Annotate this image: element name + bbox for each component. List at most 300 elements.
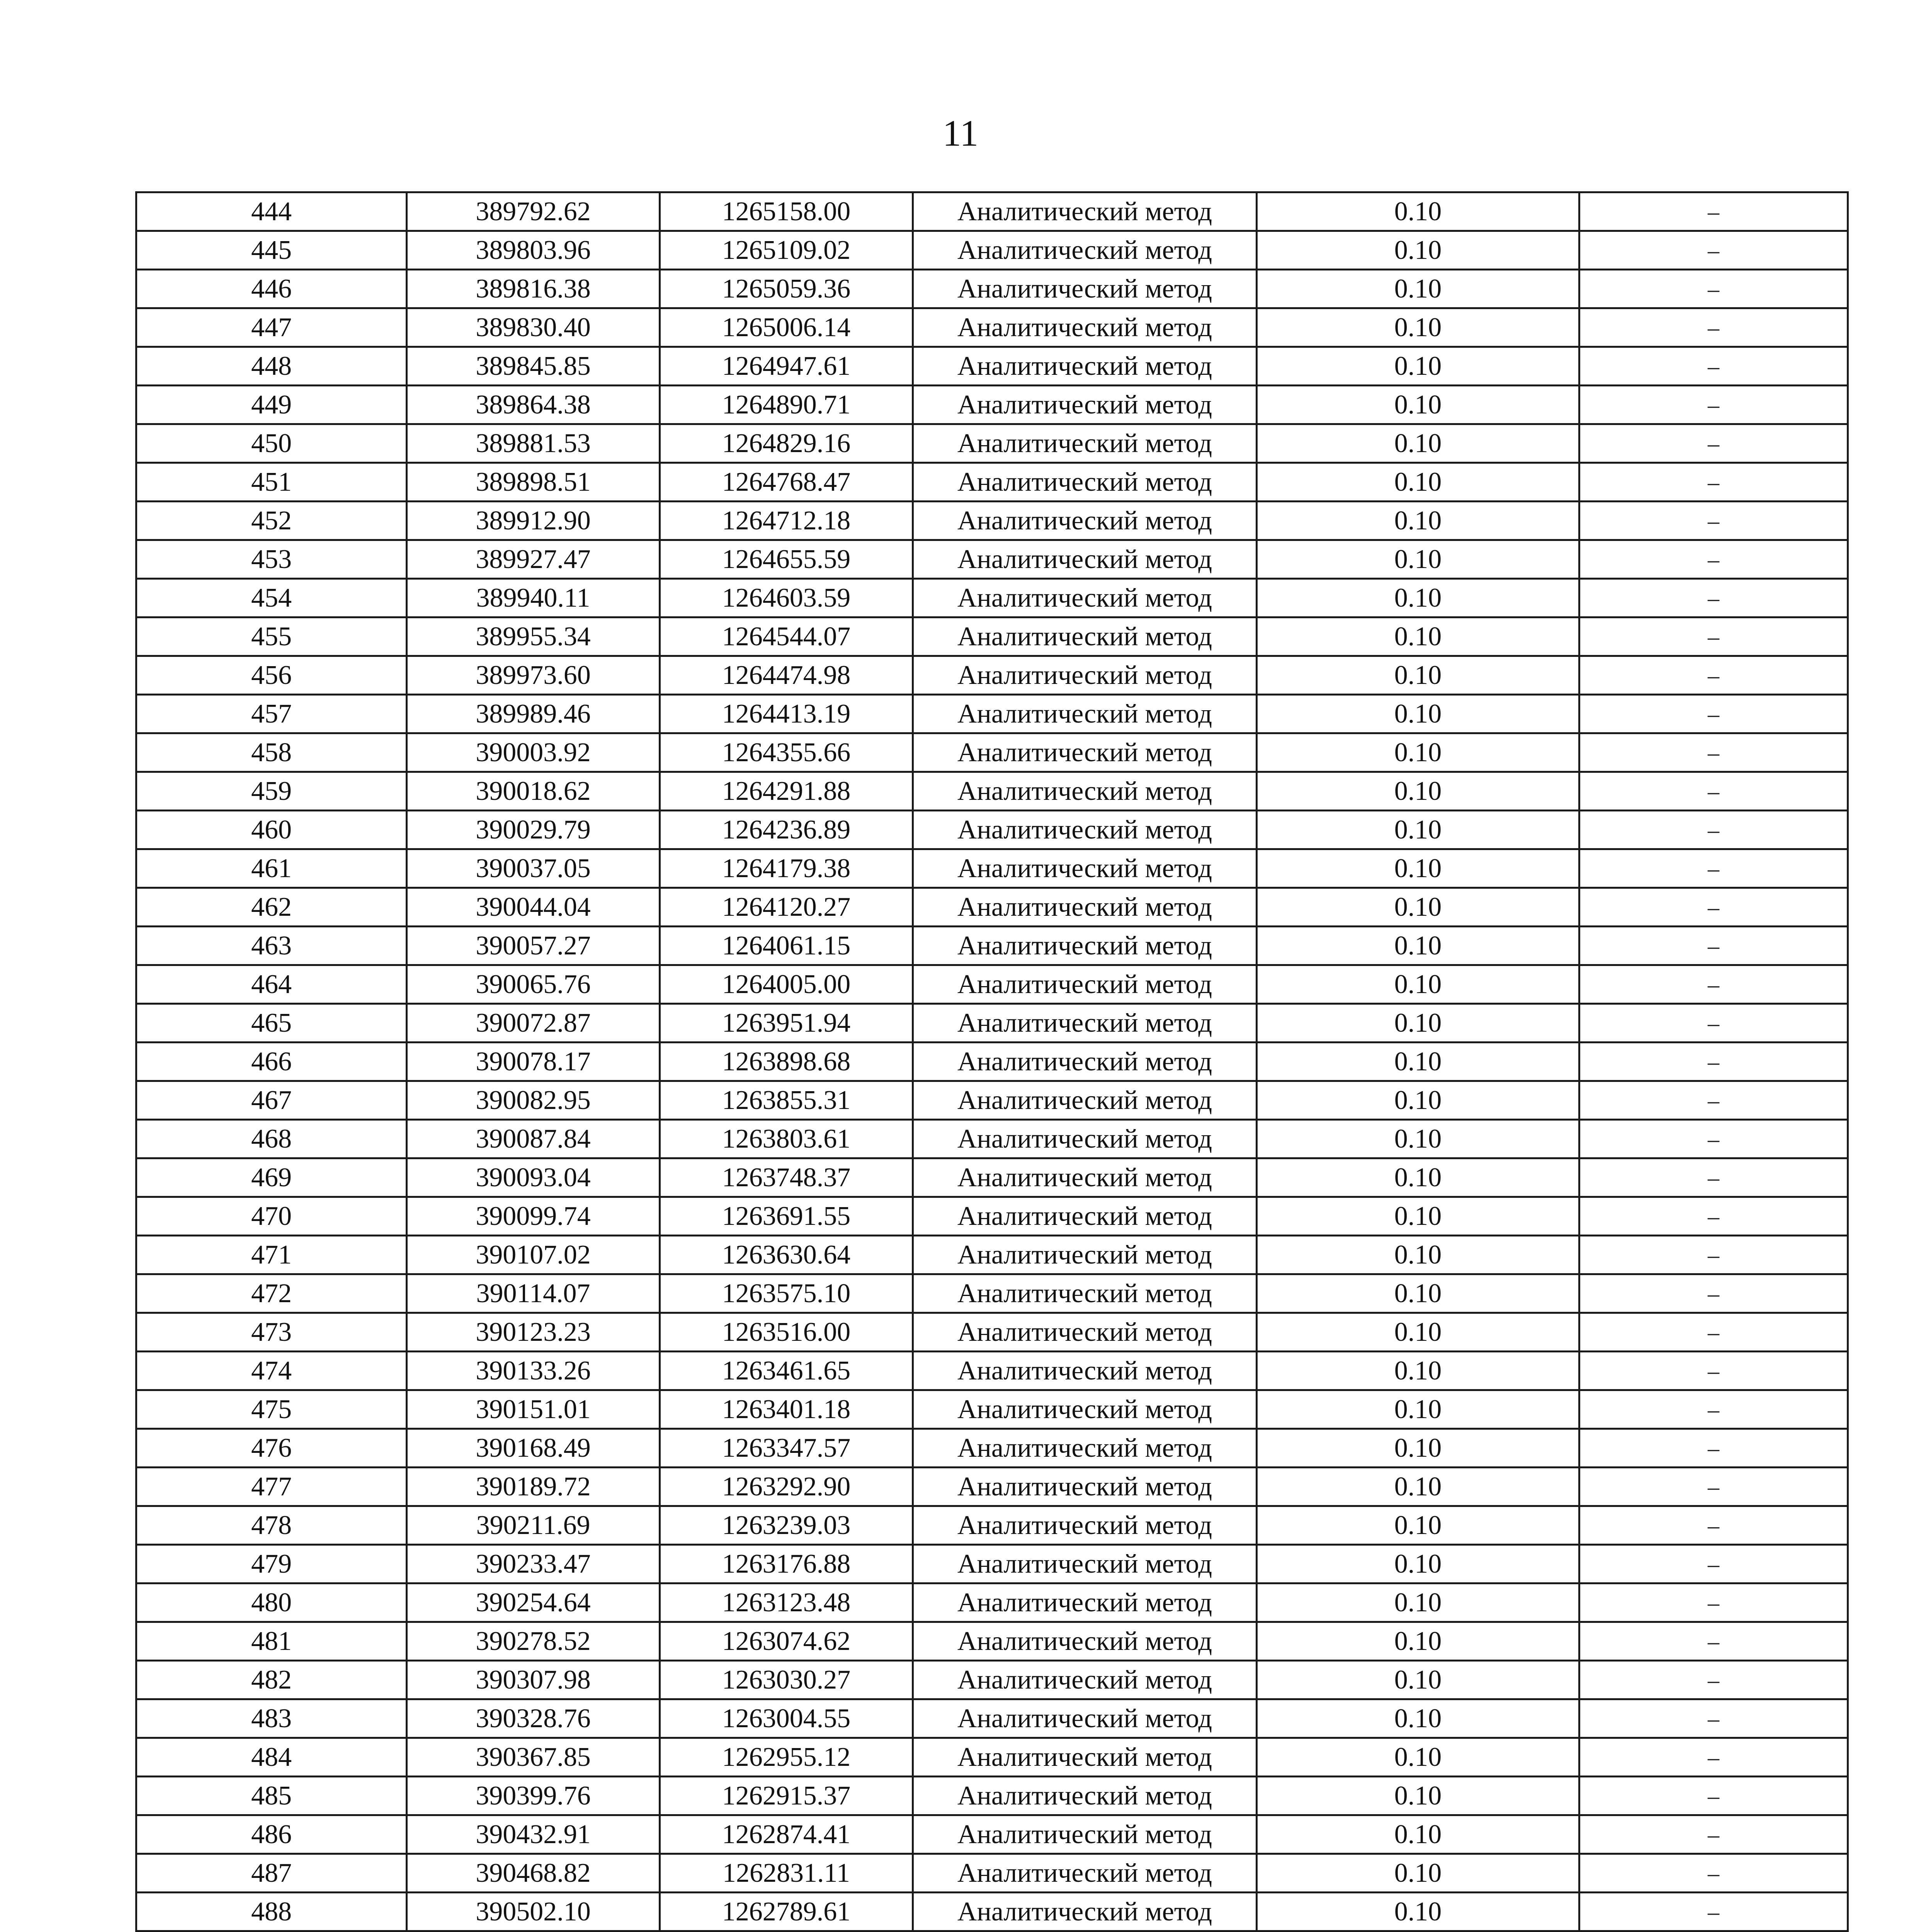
description-cell: –: [1579, 733, 1848, 772]
x-coordinate-cell: 390278.52: [407, 1622, 660, 1661]
table-row: [136, 1197, 1848, 1236]
method-cell: Аналитический метод: [913, 1197, 1257, 1236]
description-cell: –: [1579, 1197, 1848, 1236]
table-row: [136, 1661, 1848, 1699]
method-cell: Аналитический метод: [913, 192, 1257, 231]
table-row: [136, 540, 1848, 579]
y-coordinate-cell: 1262831.11: [660, 1854, 913, 1893]
method-cell: Аналитический метод: [913, 849, 1257, 888]
method-cell: Аналитический метод: [913, 1081, 1257, 1120]
precision-cell: 0.10: [1257, 888, 1579, 927]
precision-cell: 0.10: [1257, 772, 1579, 811]
description-cell: –: [1579, 772, 1848, 811]
table-row: [136, 347, 1848, 386]
x-coordinate-cell: 389898.51: [407, 463, 660, 502]
method-cell: Аналитический метод: [913, 1622, 1257, 1661]
table-row: [136, 1429, 1848, 1468]
table-row: [136, 1004, 1848, 1043]
precision-cell: 0.10: [1257, 849, 1579, 888]
description-cell: –: [1579, 1158, 1848, 1197]
table-row: [136, 888, 1848, 927]
precision-cell: 0.10: [1257, 617, 1579, 656]
y-coordinate-cell: 1262955.12: [660, 1738, 913, 1777]
coordinates-table: [135, 191, 1849, 1932]
description-cell: –: [1579, 347, 1848, 386]
point-number-cell: 461: [136, 849, 407, 888]
precision-cell: 0.10: [1257, 540, 1579, 579]
x-coordinate-cell: 390078.17: [407, 1043, 660, 1081]
point-number-cell: 483: [136, 1699, 407, 1738]
y-coordinate-cell: 1264655.59: [660, 540, 913, 579]
method-cell: Аналитический метод: [913, 386, 1257, 424]
x-coordinate-cell: 390254.64: [407, 1583, 660, 1622]
y-coordinate-cell: 1263461.65: [660, 1352, 913, 1390]
y-coordinate-cell: 1264120.27: [660, 888, 913, 927]
x-coordinate-cell: 390211.69: [407, 1506, 660, 1545]
point-number-cell: 458: [136, 733, 407, 772]
precision-cell: 0.10: [1257, 1004, 1579, 1043]
y-coordinate-cell: 1263630.64: [660, 1236, 913, 1274]
method-cell: Аналитический метод: [913, 1545, 1257, 1583]
precision-cell: 0.10: [1257, 1158, 1579, 1197]
method-cell: Аналитический метод: [913, 1352, 1257, 1390]
method-cell: Аналитический метод: [913, 1120, 1257, 1158]
description-cell: –: [1579, 463, 1848, 502]
point-number-cell: 460: [136, 811, 407, 849]
precision-cell: 0.10: [1257, 1777, 1579, 1815]
precision-cell: 0.10: [1257, 1236, 1579, 1274]
method-cell: Аналитический метод: [913, 347, 1257, 386]
description-cell: –: [1579, 192, 1848, 231]
x-coordinate-cell: 390233.47: [407, 1545, 660, 1583]
method-cell: Аналитический метод: [913, 772, 1257, 811]
x-coordinate-cell: 390072.87: [407, 1004, 660, 1043]
table-row: [136, 1506, 1848, 1545]
description-cell: –: [1579, 270, 1848, 308]
x-coordinate-cell: 389955.34: [407, 617, 660, 656]
description-cell: –: [1579, 1236, 1848, 1274]
description-cell: –: [1579, 811, 1848, 849]
method-cell: Аналитический метод: [913, 1004, 1257, 1043]
y-coordinate-cell: 1264291.88: [660, 772, 913, 811]
description-cell: –: [1579, 1661, 1848, 1699]
y-coordinate-cell: 1263803.61: [660, 1120, 913, 1158]
table-row: [136, 386, 1848, 424]
method-cell: Аналитический метод: [913, 308, 1257, 347]
y-coordinate-cell: 1263030.27: [660, 1661, 913, 1699]
description-cell: –: [1579, 849, 1848, 888]
table-row: [136, 772, 1848, 811]
y-coordinate-cell: 1264236.89: [660, 811, 913, 849]
precision-cell: 0.10: [1257, 1699, 1579, 1738]
y-coordinate-cell: 1263898.68: [660, 1043, 913, 1081]
table-row: [136, 424, 1848, 463]
x-coordinate-cell: 389927.47: [407, 540, 660, 579]
precision-cell: 0.10: [1257, 965, 1579, 1004]
table-row: [136, 1545, 1848, 1583]
description-cell: –: [1579, 1468, 1848, 1506]
table-row: [136, 1274, 1848, 1313]
description-cell: –: [1579, 1429, 1848, 1468]
description-cell: –: [1579, 502, 1848, 540]
table-row: [136, 617, 1848, 656]
precision-cell: 0.10: [1257, 695, 1579, 733]
method-cell: Аналитический метод: [913, 1043, 1257, 1081]
point-number-cell: 482: [136, 1661, 407, 1699]
point-number-cell: 470: [136, 1197, 407, 1236]
method-cell: Аналитический метод: [913, 1506, 1257, 1545]
y-coordinate-cell: 1263239.03: [660, 1506, 913, 1545]
description-cell: –: [1579, 1043, 1848, 1081]
precision-cell: 0.10: [1257, 1429, 1579, 1468]
precision-cell: 0.10: [1257, 1661, 1579, 1699]
point-number-cell: 444: [136, 192, 407, 231]
table-row: [136, 270, 1848, 308]
x-coordinate-cell: 390093.04: [407, 1158, 660, 1197]
x-coordinate-cell: 389881.53: [407, 424, 660, 463]
description-cell: –: [1579, 656, 1848, 695]
point-number-cell: 477: [136, 1468, 407, 1506]
point-number-cell: 445: [136, 231, 407, 270]
y-coordinate-cell: 1263516.00: [660, 1313, 913, 1352]
description-cell: –: [1579, 231, 1848, 270]
x-coordinate-cell: 390044.04: [407, 888, 660, 927]
y-coordinate-cell: 1263748.37: [660, 1158, 913, 1197]
x-coordinate-cell: 390133.26: [407, 1352, 660, 1390]
table-row: [136, 1699, 1848, 1738]
description-cell: –: [1579, 1738, 1848, 1777]
y-coordinate-cell: 1263176.88: [660, 1545, 913, 1583]
precision-cell: 0.10: [1257, 1274, 1579, 1313]
point-number-cell: 476: [136, 1429, 407, 1468]
y-coordinate-cell: 1263347.57: [660, 1429, 913, 1468]
x-coordinate-cell: 389864.38: [407, 386, 660, 424]
precision-cell: 0.10: [1257, 1120, 1579, 1158]
point-number-cell: 486: [136, 1815, 407, 1854]
method-cell: Аналитический метод: [913, 1893, 1257, 1931]
x-coordinate-cell: 390029.79: [407, 811, 660, 849]
method-cell: Аналитический метод: [913, 540, 1257, 579]
precision-cell: 0.10: [1257, 1583, 1579, 1622]
y-coordinate-cell: 1262915.37: [660, 1777, 913, 1815]
description-cell: –: [1579, 1120, 1848, 1158]
y-coordinate-cell: 1263074.62: [660, 1622, 913, 1661]
method-cell: Аналитический метод: [913, 1274, 1257, 1313]
x-coordinate-cell: 389989.46: [407, 695, 660, 733]
y-coordinate-cell: 1264474.98: [660, 656, 913, 695]
y-coordinate-cell: 1263951.94: [660, 1004, 913, 1043]
description-cell: –: [1579, 1622, 1848, 1661]
table-row: [136, 927, 1848, 965]
method-cell: Аналитический метод: [913, 270, 1257, 308]
table-row: [136, 811, 1848, 849]
point-number-cell: 449: [136, 386, 407, 424]
x-coordinate-cell: 390468.82: [407, 1854, 660, 1893]
method-cell: Аналитический метод: [913, 424, 1257, 463]
x-coordinate-cell: 389803.96: [407, 231, 660, 270]
table-row: [136, 463, 1848, 502]
description-cell: –: [1579, 927, 1848, 965]
method-cell: Аналитический метод: [913, 617, 1257, 656]
description-cell: –: [1579, 1390, 1848, 1429]
x-coordinate-cell: 390087.84: [407, 1120, 660, 1158]
y-coordinate-cell: 1262874.41: [660, 1815, 913, 1854]
y-coordinate-cell: 1263004.55: [660, 1699, 913, 1738]
point-number-cell: 487: [136, 1854, 407, 1893]
x-coordinate-cell: 390107.02: [407, 1236, 660, 1274]
coordinates-table-body: [136, 192, 1848, 1932]
method-cell: Аналитический метод: [913, 1815, 1257, 1854]
precision-cell: 0.10: [1257, 579, 1579, 617]
y-coordinate-cell: 1265006.14: [660, 308, 913, 347]
table-row: [136, 1468, 1848, 1506]
precision-cell: 0.10: [1257, 1738, 1579, 1777]
x-coordinate-cell: 389912.90: [407, 502, 660, 540]
point-number-cell: 463: [136, 927, 407, 965]
precision-cell: 0.10: [1257, 1622, 1579, 1661]
description-cell: –: [1579, 1274, 1848, 1313]
x-coordinate-cell: 390399.76: [407, 1777, 660, 1815]
point-number-cell: 484: [136, 1738, 407, 1777]
precision-cell: 0.10: [1257, 231, 1579, 270]
x-coordinate-cell: 390328.76: [407, 1699, 660, 1738]
table-row: [136, 1352, 1848, 1390]
y-coordinate-cell: 1264413.19: [660, 695, 913, 733]
x-coordinate-cell: 390432.91: [407, 1815, 660, 1854]
table-row: [136, 502, 1848, 540]
x-coordinate-cell: 390502.10: [407, 1893, 660, 1931]
method-cell: Аналитический метод: [913, 1158, 1257, 1197]
description-cell: –: [1579, 424, 1848, 463]
description-cell: –: [1579, 308, 1848, 347]
precision-cell: 0.10: [1257, 1468, 1579, 1506]
point-number-cell: 480: [136, 1583, 407, 1622]
x-coordinate-cell: 390082.95: [407, 1081, 660, 1120]
x-coordinate-cell: 390057.27: [407, 927, 660, 965]
point-number-cell: 462: [136, 888, 407, 927]
description-cell: –: [1579, 888, 1848, 927]
y-coordinate-cell: 1264179.38: [660, 849, 913, 888]
description-cell: –: [1579, 540, 1848, 579]
method-cell: Аналитический метод: [913, 965, 1257, 1004]
table-row: [136, 695, 1848, 733]
method-cell: Аналитический метод: [913, 888, 1257, 927]
method-cell: Аналитический метод: [913, 733, 1257, 772]
y-coordinate-cell: 1264544.07: [660, 617, 913, 656]
description-cell: –: [1579, 1081, 1848, 1120]
point-number-cell: 465: [136, 1004, 407, 1043]
point-number-cell: 474: [136, 1352, 407, 1390]
description-cell: –: [1579, 617, 1848, 656]
x-coordinate-cell: 389973.60: [407, 656, 660, 695]
y-coordinate-cell: 1264603.59: [660, 579, 913, 617]
table-row: [136, 733, 1848, 772]
y-coordinate-cell: 1263691.55: [660, 1197, 913, 1236]
point-number-cell: 481: [136, 1622, 407, 1661]
method-cell: Аналитический метод: [913, 1738, 1257, 1777]
point-number-cell: 467: [136, 1081, 407, 1120]
table-row: [136, 1815, 1848, 1854]
description-cell: –: [1579, 1545, 1848, 1583]
table-row: [136, 1158, 1848, 1197]
description-cell: –: [1579, 386, 1848, 424]
x-coordinate-cell: 390065.76: [407, 965, 660, 1004]
precision-cell: 0.10: [1257, 1893, 1579, 1931]
precision-cell: 0.10: [1257, 1352, 1579, 1390]
point-number-cell: 488: [136, 1893, 407, 1931]
point-number-cell: 468: [136, 1120, 407, 1158]
precision-cell: 0.10: [1257, 1043, 1579, 1081]
table-row: [136, 1390, 1848, 1429]
table-row: [136, 1777, 1848, 1815]
y-coordinate-cell: 1264355.66: [660, 733, 913, 772]
x-coordinate-cell: 389792.62: [407, 192, 660, 231]
point-number-cell: 464: [136, 965, 407, 1004]
point-number-cell: 457: [136, 695, 407, 733]
y-coordinate-cell: 1264890.71: [660, 386, 913, 424]
y-coordinate-cell: 1263123.48: [660, 1583, 913, 1622]
description-cell: –: [1579, 1854, 1848, 1893]
precision-cell: 0.10: [1257, 1313, 1579, 1352]
precision-cell: 0.10: [1257, 386, 1579, 424]
table-row: [136, 1854, 1848, 1893]
point-number-cell: 479: [136, 1545, 407, 1583]
x-coordinate-cell: 390114.07: [407, 1274, 660, 1313]
y-coordinate-cell: 1263292.90: [660, 1468, 913, 1506]
precision-cell: 0.10: [1257, 656, 1579, 695]
point-number-cell: 472: [136, 1274, 407, 1313]
point-number-cell: 475: [136, 1390, 407, 1429]
y-coordinate-cell: 1264061.15: [660, 927, 913, 965]
precision-cell: 0.10: [1257, 1815, 1579, 1854]
method-cell: Аналитический метод: [913, 1236, 1257, 1274]
method-cell: Аналитический метод: [913, 695, 1257, 733]
method-cell: Аналитический метод: [913, 1313, 1257, 1352]
point-number-cell: 466: [136, 1043, 407, 1081]
precision-cell: 0.10: [1257, 811, 1579, 849]
x-coordinate-cell: 389816.38: [407, 270, 660, 308]
description-cell: –: [1579, 1699, 1848, 1738]
method-cell: Аналитический метод: [913, 231, 1257, 270]
table-row: [136, 656, 1848, 695]
method-cell: Аналитический метод: [913, 1390, 1257, 1429]
precision-cell: 0.10: [1257, 1506, 1579, 1545]
description-cell: –: [1579, 1777, 1848, 1815]
point-number-cell: 471: [136, 1236, 407, 1274]
table-row: [136, 1236, 1848, 1274]
method-cell: Аналитический метод: [913, 656, 1257, 695]
x-coordinate-cell: 390003.92: [407, 733, 660, 772]
y-coordinate-cell: 1263401.18: [660, 1390, 913, 1429]
x-coordinate-cell: 389830.40: [407, 308, 660, 347]
table-row: [136, 1893, 1848, 1931]
y-coordinate-cell: 1265109.02: [660, 231, 913, 270]
point-number-cell: 485: [136, 1777, 407, 1815]
description-cell: –: [1579, 695, 1848, 733]
x-coordinate-cell: 390018.62: [407, 772, 660, 811]
method-cell: Аналитический метод: [913, 1583, 1257, 1622]
method-cell: Аналитический метод: [913, 579, 1257, 617]
table-row: [136, 308, 1848, 347]
description-cell: –: [1579, 1004, 1848, 1043]
table-row: [136, 579, 1848, 617]
y-coordinate-cell: 1264712.18: [660, 502, 913, 540]
method-cell: Аналитический метод: [913, 1854, 1257, 1893]
method-cell: Аналитический метод: [913, 1468, 1257, 1506]
precision-cell: 0.10: [1257, 502, 1579, 540]
x-coordinate-cell: 390367.85: [407, 1738, 660, 1777]
precision-cell: 0.10: [1257, 1545, 1579, 1583]
precision-cell: 0.10: [1257, 927, 1579, 965]
y-coordinate-cell: 1265059.36: [660, 270, 913, 308]
description-cell: –: [1579, 1506, 1848, 1545]
y-coordinate-cell: 1264947.61: [660, 347, 913, 386]
point-number-cell: 450: [136, 424, 407, 463]
description-cell: –: [1579, 1893, 1848, 1931]
x-coordinate-cell: 390168.49: [407, 1429, 660, 1468]
precision-cell: 0.10: [1257, 270, 1579, 308]
precision-cell: 0.10: [1257, 308, 1579, 347]
table-row: [136, 965, 1848, 1004]
point-number-cell: 447: [136, 308, 407, 347]
table-row: [136, 231, 1848, 270]
point-number-cell: 453: [136, 540, 407, 579]
point-number-cell: 456: [136, 656, 407, 695]
point-number-cell: 455: [136, 617, 407, 656]
x-coordinate-cell: 390189.72: [407, 1468, 660, 1506]
x-coordinate-cell: 390037.05: [407, 849, 660, 888]
method-cell: Аналитический метод: [913, 502, 1257, 540]
method-cell: Аналитический метод: [913, 927, 1257, 965]
method-cell: Аналитический метод: [913, 811, 1257, 849]
table-row: [136, 849, 1848, 888]
point-number-cell: 478: [136, 1506, 407, 1545]
point-number-cell: 459: [136, 772, 407, 811]
precision-cell: 0.10: [1257, 1390, 1579, 1429]
description-cell: –: [1579, 1352, 1848, 1390]
x-coordinate-cell: 390307.98: [407, 1661, 660, 1699]
table-row: [136, 1081, 1848, 1120]
table-row: [136, 1583, 1848, 1622]
precision-cell: 0.10: [1257, 1854, 1579, 1893]
table-row: [136, 1622, 1848, 1661]
y-coordinate-cell: 1263575.10: [660, 1274, 913, 1313]
x-coordinate-cell: 390151.01: [407, 1390, 660, 1429]
y-coordinate-cell: 1265158.00: [660, 192, 913, 231]
precision-cell: 0.10: [1257, 1197, 1579, 1236]
point-number-cell: 454: [136, 579, 407, 617]
description-cell: –: [1579, 579, 1848, 617]
y-coordinate-cell: 1263855.31: [660, 1081, 913, 1120]
y-coordinate-cell: 1264768.47: [660, 463, 913, 502]
x-coordinate-cell: 390099.74: [407, 1197, 660, 1236]
precision-cell: 0.10: [1257, 1081, 1579, 1120]
point-number-cell: 448: [136, 347, 407, 386]
table-row: [136, 192, 1848, 231]
precision-cell: 0.10: [1257, 733, 1579, 772]
precision-cell: 0.10: [1257, 347, 1579, 386]
method-cell: Аналитический метод: [913, 1661, 1257, 1699]
table-row: [136, 1313, 1848, 1352]
point-number-cell: 473: [136, 1313, 407, 1352]
method-cell: Аналитический метод: [913, 1699, 1257, 1738]
method-cell: Аналитический метод: [913, 1777, 1257, 1815]
precision-cell: 0.10: [1257, 424, 1579, 463]
method-cell: Аналитический метод: [913, 463, 1257, 502]
point-number-cell: 469: [136, 1158, 407, 1197]
x-coordinate-cell: 389940.11: [407, 579, 660, 617]
y-coordinate-cell: 1264005.00: [660, 965, 913, 1004]
